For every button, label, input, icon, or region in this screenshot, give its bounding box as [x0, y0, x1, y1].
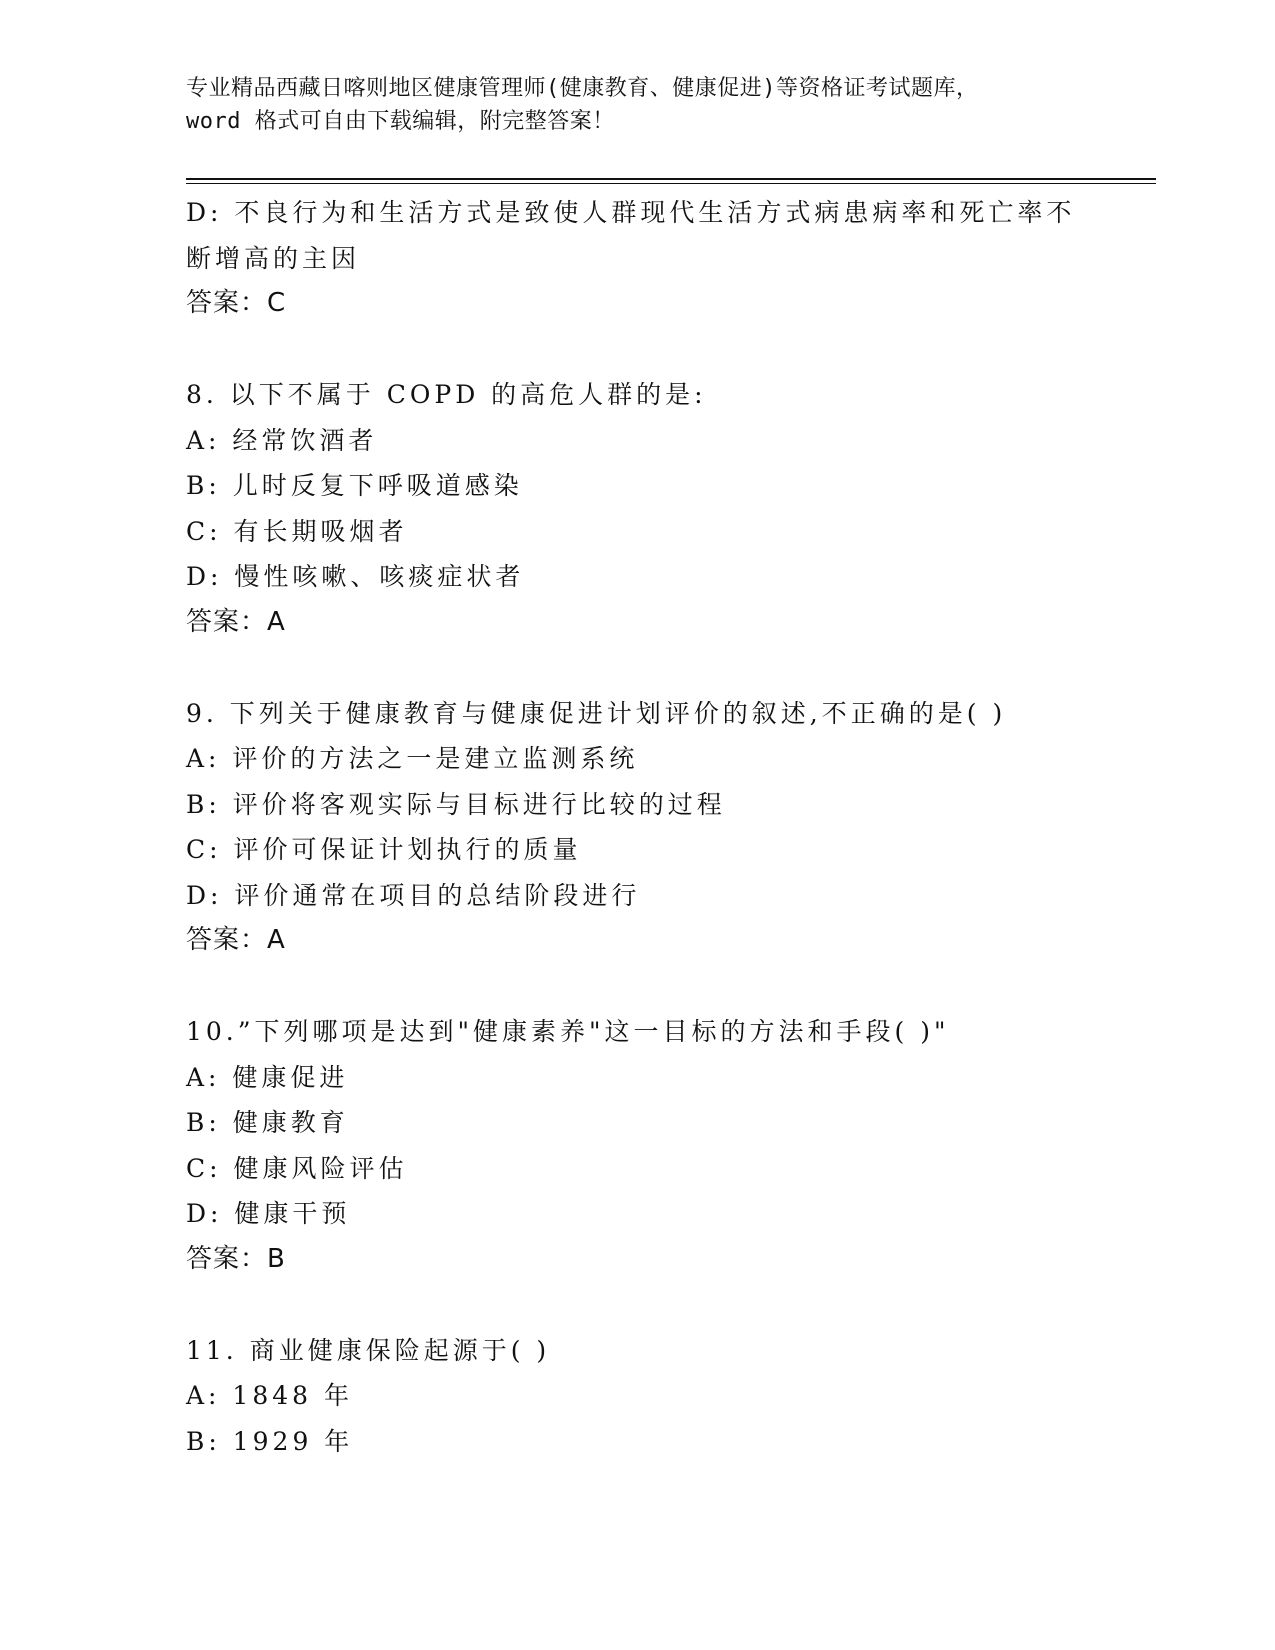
option-a: A: 评价的方法之一是建立监测系统 [186, 744, 639, 773]
option-b: B: 1929 年 [186, 1426, 354, 1456]
header-line-1: 专业精品西藏日喀则地区健康管理师(健康教育、健康促进)等资格证考试题库， [186, 76, 979, 101]
question-stem: 11. 商业健康保险起源于( ) [186, 1335, 551, 1365]
option-b: B: 评价将客观实际与目标进行比较的过程 [186, 789, 726, 819]
question-8 [186, 372, 1086, 645]
option-c: C: 评价可保证计划执行的质量 [186, 835, 582, 864]
option-c: C: 有长期吸烟者 [186, 516, 408, 546]
option-d: D: 评价通常在项目的总结阶段进行 [186, 880, 641, 910]
question-stem: 10.”下列哪项是达到"健康素养"这一目标的方法和手段( )" [186, 1017, 950, 1046]
question-stem: 9. 下列关于健康教育与健康促进计划评价的叙述,不正确的是( ) [186, 698, 1007, 728]
answer-line: 答案：C [186, 288, 287, 318]
answer-line: 答案：B [186, 1243, 286, 1274]
header-divider-thin [186, 183, 1156, 184]
option-d: D: 不良行为和生活方式是致使人群现代生活方式病患病率和死亡率不 [186, 198, 1076, 227]
option-d: D: 健康干预 [186, 1199, 351, 1228]
answer-line: 答案：A [186, 606, 286, 637]
option-c: C: 健康风险评估 [186, 1153, 408, 1183]
spacer [186, 327, 1086, 373]
question-list [186, 190, 1086, 1464]
question-11 [186, 1328, 1086, 1465]
question-9 [186, 691, 1086, 964]
spacer [186, 1282, 1086, 1328]
option-a: A: 经常饮酒者 [186, 425, 378, 455]
option-d: D: 慢性咳嗽、咳痰症状者 [186, 562, 525, 591]
header-divider [186, 178, 1156, 180]
option-a: A: 1848 年 [186, 1381, 353, 1410]
option-a: A: 健康促进 [186, 1062, 349, 1092]
question-stem: 8. 以下不属于 COPD 的高危人群的是: [186, 380, 707, 409]
spacer [186, 964, 1086, 1010]
option-d-continued: 断增高的主因 [186, 243, 361, 273]
document-header [186, 72, 1086, 138]
spacer [186, 645, 1086, 691]
header-line-2: word 格式可自由下载编辑，附完整答案！ [186, 109, 615, 134]
question-10 [186, 1009, 1086, 1282]
question-continuation [186, 190, 1086, 327]
answer-line: 答案：A [186, 925, 286, 955]
option-b: B: 儿时反复下呼吸道感染 [186, 471, 523, 500]
option-b: B: 健康教育 [186, 1108, 349, 1137]
